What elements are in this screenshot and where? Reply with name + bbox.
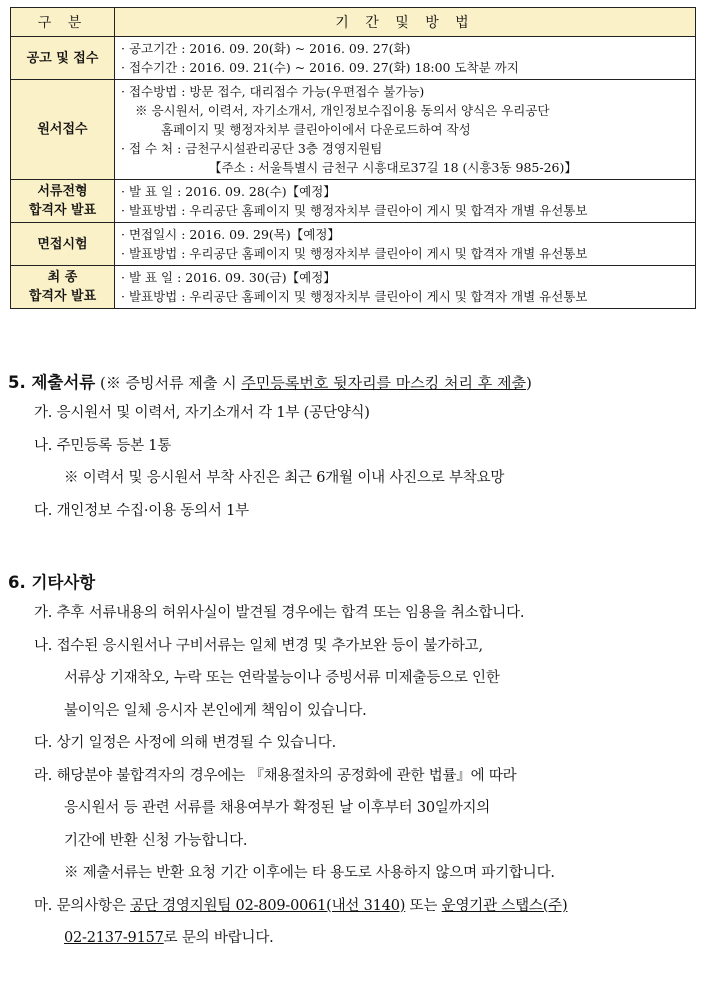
contact-prefix: 마. 문의사항은	[34, 897, 131, 914]
section-required-documents	[8, 369, 698, 527]
detail-note: ※ 응시원서, 이력서, 자기소개서, 개인정보수집이용 동의서 양식은 우리공단	[135, 103, 550, 118]
section-other-matters	[8, 569, 698, 955]
note-open: (※ 증빙서류 제출 시	[95, 374, 242, 392]
detail-line: · 발 표 일 : 2016. 09. 28(수)【예정】	[121, 184, 336, 199]
detail-address: 【주소 : 서울특별시 금천구 시흥대로37길 18 (시흥3동 985-26)】	[209, 160, 577, 175]
row-final-announcement	[11, 266, 696, 309]
section-title: 5. 제출서류	[8, 373, 96, 392]
row-notice-application	[11, 37, 696, 80]
category-cell	[11, 180, 115, 223]
list-item: 라. 해당분야 불합격자의 경우에는 『채용절차의 공정화에 관한 법률』에 따라	[34, 767, 517, 784]
list-item: 가. 추후 서류내용의 허위사실이 발견될 경우에는 합격 또는 임용을 취소합니다.	[34, 605, 525, 621]
contact-team: 공단 경영지원팀 02-809-0061(내선 3140)	[130, 897, 406, 914]
contact-agency: 운영기관 스탭스(주)	[441, 897, 568, 914]
category-cell	[11, 80, 115, 180]
header-period-method: 기 간 및 방 법	[115, 8, 696, 37]
detail-cell	[115, 266, 696, 309]
contact-line-cont	[8, 922, 698, 955]
list-item: 다. 개인정보 수집·이용 동의서 1부	[34, 502, 249, 519]
contact-phone: 02-2137-9157	[64, 930, 164, 946]
detail-line: · 접 수 처 : 금천구시설관리공단 3층 경영지원팀	[121, 141, 383, 156]
section-heading	[8, 369, 698, 397]
list-item: 나. 주민등록 등본 1통	[34, 437, 172, 454]
list-item: 나. 접수된 응시원서나 구비서류는 일체 변경 및 추가보완 등이 불가하고,	[34, 637, 483, 654]
category-cell	[11, 223, 115, 266]
row-interview	[11, 223, 696, 266]
contact-middle: 또는	[405, 897, 442, 914]
schedule-header-row	[11, 8, 696, 37]
category-cell	[11, 266, 115, 309]
detail-line: · 발표방법 : 우리공단 홈페이지 및 행정자치부 클린아이 게시 및 합격자 개별 유선통보	[121, 246, 588, 261]
row-application-submission	[11, 80, 696, 180]
category-label: 최 종	[47, 270, 78, 285]
note-underlined: 주민등록번호 뒷자리를 마스킹 처리 후 제출	[241, 374, 527, 392]
header-category: 구 분	[11, 8, 115, 37]
category-label: 합격자 발표	[28, 203, 97, 218]
list-item: 다. 상기 일정은 사정에 의해 변경될 수 있습니다.	[34, 735, 337, 751]
masking-note	[95, 374, 532, 392]
list-note: ※ 제출서류는 반환 요청 기간 이후에는 타 용도로 사용하지 않으며 파기합니다.	[64, 865, 555, 881]
row-document-screening	[11, 180, 696, 223]
detail-line: · 발 표 일 : 2016. 09. 30(금)【예정】	[121, 270, 336, 285]
detail-line: · 공고기간 : 2016. 09. 20(화) ~ 2016. 09. 27(화)	[121, 41, 411, 56]
list-note: ※ 이력서 및 응시원서 부착 사진은 최근 6개월 이내 사진으로 부착요망	[64, 470, 505, 486]
detail-line: · 접수기간 : 2016. 09. 21(수) ~ 2016. 09. 27(화) 18:00 도착분 까지	[121, 60, 519, 75]
detail-cell	[115, 180, 696, 223]
list-item-cont: 불이익은 일체 응시자 본인에게 책임이 있습니다.	[64, 702, 367, 719]
list-item-cont: 서류상 기재착오, 누락 또는 연락불능이나 증빙서류 미제출등으로 인한	[64, 670, 500, 686]
schedule-table	[10, 7, 696, 309]
note-close: )	[526, 374, 532, 392]
detail-line: · 접수방법 : 방문 접수, 대리접수 가능(우편접수 불가능)	[121, 84, 425, 99]
section-heading	[8, 569, 698, 597]
detail-line: · 발표방법 : 우리공단 홈페이지 및 행정자치부 클린아이 게시 및 합격자 개별 유선통보	[121, 289, 588, 304]
detail-cell	[115, 80, 696, 180]
category-cell	[11, 37, 115, 80]
category-label: 원서접수	[37, 122, 88, 137]
detail-line: · 발표방법 : 우리공단 홈페이지 및 행정자치부 클린아이 게시 및 합격자 개별 유선통보	[121, 203, 588, 218]
list-item-cont: 기간에 반환 신청 가능합니다.	[64, 832, 248, 849]
list-item-cont: 응시원서 등 관련 서류를 채용여부가 확정된 날 이후부터 30일까지의	[64, 800, 491, 816]
detail-line: · 면접일시 : 2016. 09. 29(목)【예정】	[121, 227, 340, 242]
category-label: 합격자 발표	[28, 289, 97, 304]
category-label: 공고 및 접수	[26, 50, 99, 66]
list-item: 가. 응시원서 및 이력서, 자기소개서 각 1부 (공단양식)	[34, 405, 370, 421]
contact-line	[8, 890, 698, 923]
category-label: 서류전형	[37, 184, 88, 199]
detail-cell	[115, 37, 696, 80]
detail-cell	[115, 223, 696, 266]
contact-suffix: 로 문의 바랍니다.	[163, 930, 274, 946]
detail-note-cont: 홈페이지 및 행정자치부 클린아이에서 다운로드하여 작성	[161, 122, 471, 137]
section-title: 6. 기타사항	[8, 573, 96, 592]
category-label: 면접시험	[37, 236, 88, 252]
